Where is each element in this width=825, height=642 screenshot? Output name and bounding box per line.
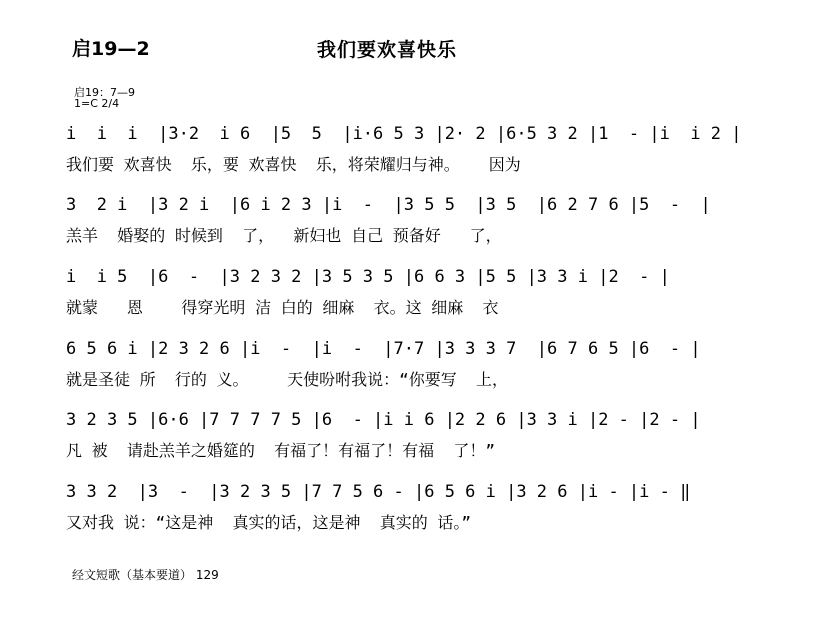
score-line-4 <box>0 335 825 397</box>
notation-line-4: 6 5 6 i |2 3 2 6 |i - |i - |7·7 |3 3 3 7 |6 7 6 5 |6 - | <box>66 339 701 359</box>
lyrics-line-3: 就蒙 恩 得穿光明 洁 白的 细麻 衣。这 细麻 衣 <box>66 298 499 317</box>
lyrics-line-2: 羔羊 婚娶的 时候到 了， 新妇也 自己 预备好 了， <box>66 226 502 245</box>
song-title: 我们要欢喜快乐 <box>317 39 458 61</box>
scripture-reference: 启19：7—9 <box>74 86 135 99</box>
page-footer: 经文短歌（基本要道） 129 <box>72 568 219 582</box>
score-line-5 <box>0 406 825 468</box>
notation-line-1: i i i |3·2 i 6 |5 5 |i·6 5 3 |2· 2 |6·5 3 2 |1 - |i i 2 | <box>66 124 742 144</box>
score-line-2 <box>0 191 825 253</box>
notation-line-2: 3 2 i |3 2 i |6 i 2 3 |i - |3 5 5 |3 5 |6 2 7 6 |5 - | <box>66 195 711 215</box>
notation-line-6: 3 3 2 |3 - |3 2 3 5 |7 7 5 6 - |6 5 6 i |3 2 6 |i - |i - ‖ <box>66 482 691 502</box>
score-line-1 <box>0 120 825 182</box>
score-line-3 <box>0 263 825 325</box>
lyrics-line-1: 我们要 欢喜快 乐，要 欢喜快 乐，将荣耀归与神。 因为 <box>66 155 521 174</box>
lyrics-line-5: 凡 被 请赴羔羊之婚筵的 有福了！有福了！有福 了！” <box>66 441 496 460</box>
score-line-6 <box>0 478 825 540</box>
lyrics-line-6: 又对我 说：“这是神 真实的话，这是神 真实的 话。” <box>66 513 472 532</box>
notation-line-5: 3 2 3 5 |6·6 |7 7 7 7 5 |6 - |i i 6 |2 2 6 |3 3 i |2 - |2 - | <box>66 410 701 430</box>
notation-line-3: i i 5 |6 - |3 2 3 2 |3 5 3 5 |6 6 3 |5 5 |3 3 i |2 - | <box>66 267 670 287</box>
hymn-number: 启19—2 <box>72 38 150 60</box>
lyrics-line-4: 就是圣徒 所 行的 义。 天使吩咐我说：“你要写 上， <box>66 370 508 389</box>
key-signature: 1=C 2/4 <box>74 97 120 110</box>
